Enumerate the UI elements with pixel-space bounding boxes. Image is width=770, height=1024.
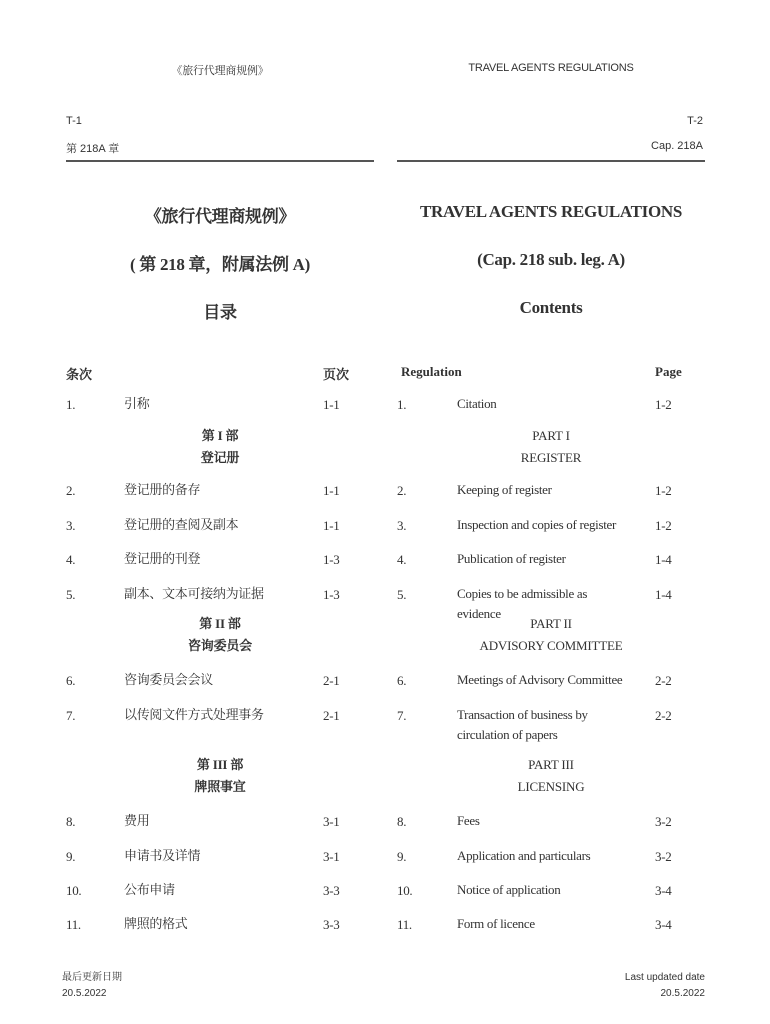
page-ref: 2-2 (655, 673, 672, 688)
part-title: ADVISORY COMMITTEE (479, 638, 623, 653)
page-ref: 1-2 (655, 518, 672, 533)
part-title: LICENSING (517, 779, 585, 794)
regulation-title[interactable]: 登记册的刊登 (124, 551, 201, 566)
part-number: 第 II 部 (199, 616, 241, 631)
regulation-title[interactable]: 登记册的查阅及副本 (124, 517, 239, 532)
regulation-title[interactable]: 牌照的格式 (124, 916, 188, 931)
page-ref: 2-2 (655, 708, 672, 723)
running-head: TRAVEL AGENTS REGULATIONS (468, 62, 634, 74)
document-subtitle: ( 第 218 章，附属法例 A) (130, 255, 310, 274)
regulation-number: 8. (66, 814, 76, 829)
regulation-title[interactable]: Keeping of register (457, 482, 552, 497)
regulation-number: 5. (397, 587, 407, 602)
page-number: T-2 (687, 115, 703, 127)
regulation-number: 2. (66, 483, 76, 498)
regulation-number: 10. (397, 883, 413, 898)
regulation-number: 3. (66, 518, 76, 533)
page-ref: 3-4 (655, 917, 672, 932)
regulation-number: 6. (66, 673, 76, 688)
part-title: REGISTER (520, 450, 582, 465)
footer (625, 970, 705, 1002)
part-number: 第 I 部 (201, 428, 239, 443)
regulation-title[interactable]: 引称 (124, 396, 150, 411)
regulation-title[interactable]: Inspection and copies of register (457, 517, 617, 532)
part-heading (397, 425, 705, 469)
regulation-number: 9. (66, 849, 76, 864)
right-page (397, 0, 705, 1024)
page-ref: 1-2 (655, 483, 672, 498)
page-ref: 3-1 (323, 849, 340, 864)
page-column-header: 页次 (323, 367, 350, 382)
regulation-number: 3. (397, 518, 407, 533)
contents-heading: 目录 (203, 303, 237, 322)
regulation-title[interactable]: Application and particulars (457, 848, 591, 863)
page-ref: 3-3 (323, 917, 340, 932)
regulation-number: 7. (397, 708, 407, 723)
page-ref: 3-1 (323, 814, 340, 829)
part-number: PART II (530, 616, 572, 631)
regulation-title[interactable]: Meetings of Advisory Committee (457, 672, 623, 687)
footer-date: 20.5.2022 (62, 988, 107, 999)
page-ref: 1-2 (655, 397, 672, 412)
regulation-number: 5. (66, 587, 76, 602)
page-ref: 1-3 (323, 552, 340, 567)
regulation-number: 7. (66, 708, 76, 723)
contents-heading: Contents (519, 298, 583, 317)
footer (62, 970, 122, 1002)
part-number: PART III (528, 757, 574, 772)
regulation-number: 11. (397, 917, 412, 932)
part-heading (397, 754, 705, 798)
document-title: TRAVEL AGENTS REGULATIONS (419, 202, 683, 221)
regulation-title[interactable]: Transaction of business by circulation of papers (457, 707, 588, 742)
footer-label: Last updated date (624, 972, 705, 983)
regulation-title[interactable]: Fees (457, 813, 480, 828)
regulation-number: 6. (397, 673, 407, 688)
page-ref: 1-4 (655, 587, 672, 602)
regulation-title[interactable]: 登记册的备存 (124, 482, 201, 497)
regulation-title[interactable]: Publication of register (457, 551, 566, 566)
part-heading (66, 754, 374, 798)
regulation-number: 4. (397, 552, 407, 567)
page-ref: 2-1 (323, 708, 340, 723)
page-ref: 3-2 (655, 814, 672, 829)
left-page (62, 0, 374, 1024)
part-heading (66, 613, 374, 657)
regulation-number: 8. (397, 814, 407, 829)
regulation-title[interactable]: 咨询委员会会议 (124, 672, 213, 687)
regulation-number: 9. (397, 849, 407, 864)
page-ref: 2-1 (323, 673, 340, 688)
part-number: PART I (532, 428, 570, 443)
regulation-number: 10. (66, 883, 82, 898)
page-ref: 1-1 (323, 397, 340, 412)
regulation-title[interactable]: Citation (457, 396, 497, 411)
regulation-title[interactable]: 以传阅文件方式处理事务 (124, 707, 264, 722)
header-rule (66, 160, 374, 162)
page-ref: 1-1 (323, 518, 340, 533)
regulation-column-header: Regulation (401, 364, 462, 379)
regulation-number: 11. (66, 917, 81, 932)
part-title: 咨询委员会 (187, 638, 252, 653)
regulation-number: 1. (397, 397, 407, 412)
regulation-number: 1. (66, 397, 76, 412)
footer-date: 20.5.2022 (660, 988, 705, 999)
page-ref: 3-3 (323, 883, 340, 898)
regulation-title[interactable]: Notice of application (457, 882, 561, 897)
page-ref: 1-4 (655, 552, 672, 567)
regulation-title[interactable]: 申请书及详情 (124, 848, 201, 863)
regulation-number: 2. (397, 483, 407, 498)
page-ref: 1-1 (323, 483, 340, 498)
chapter-number: Cap. 218A (651, 140, 703, 152)
regulation-number: 4. (66, 552, 76, 567)
regulation-title[interactable]: Copies to be admissible as evidence (457, 586, 588, 621)
document-title: 《旅行代理商规例》 (144, 207, 296, 226)
regulation-title[interactable]: Form of licence (457, 916, 535, 931)
regulation-title[interactable]: 公布申请 (124, 882, 175, 897)
page-column-header: Page (655, 364, 682, 379)
part-heading (397, 613, 705, 657)
page-ref: 3-2 (655, 849, 672, 864)
page-ref: 3-4 (655, 883, 672, 898)
part-title: 登记册 (200, 450, 240, 465)
part-title: 牌照事宜 (194, 779, 246, 794)
part-number: 第 III 部 (196, 757, 244, 772)
page-number: T-1 (66, 115, 82, 127)
running-head: 《旅行代理商规例》 (171, 65, 269, 77)
chapter-number: 第 218A 章 (66, 143, 120, 155)
footer-label: 最后更新日期 (62, 972, 122, 983)
header-rule (397, 160, 705, 162)
regulation-column-header: 条次 (66, 367, 93, 382)
document-subtitle: (Cap. 218 sub. leg. A) (477, 250, 625, 269)
regulation-title[interactable]: 费用 (124, 813, 150, 828)
page-ref: 1-3 (323, 587, 340, 602)
regulation-title[interactable]: 副本、文本可接纳为证据 (124, 586, 264, 601)
part-heading (66, 425, 374, 469)
